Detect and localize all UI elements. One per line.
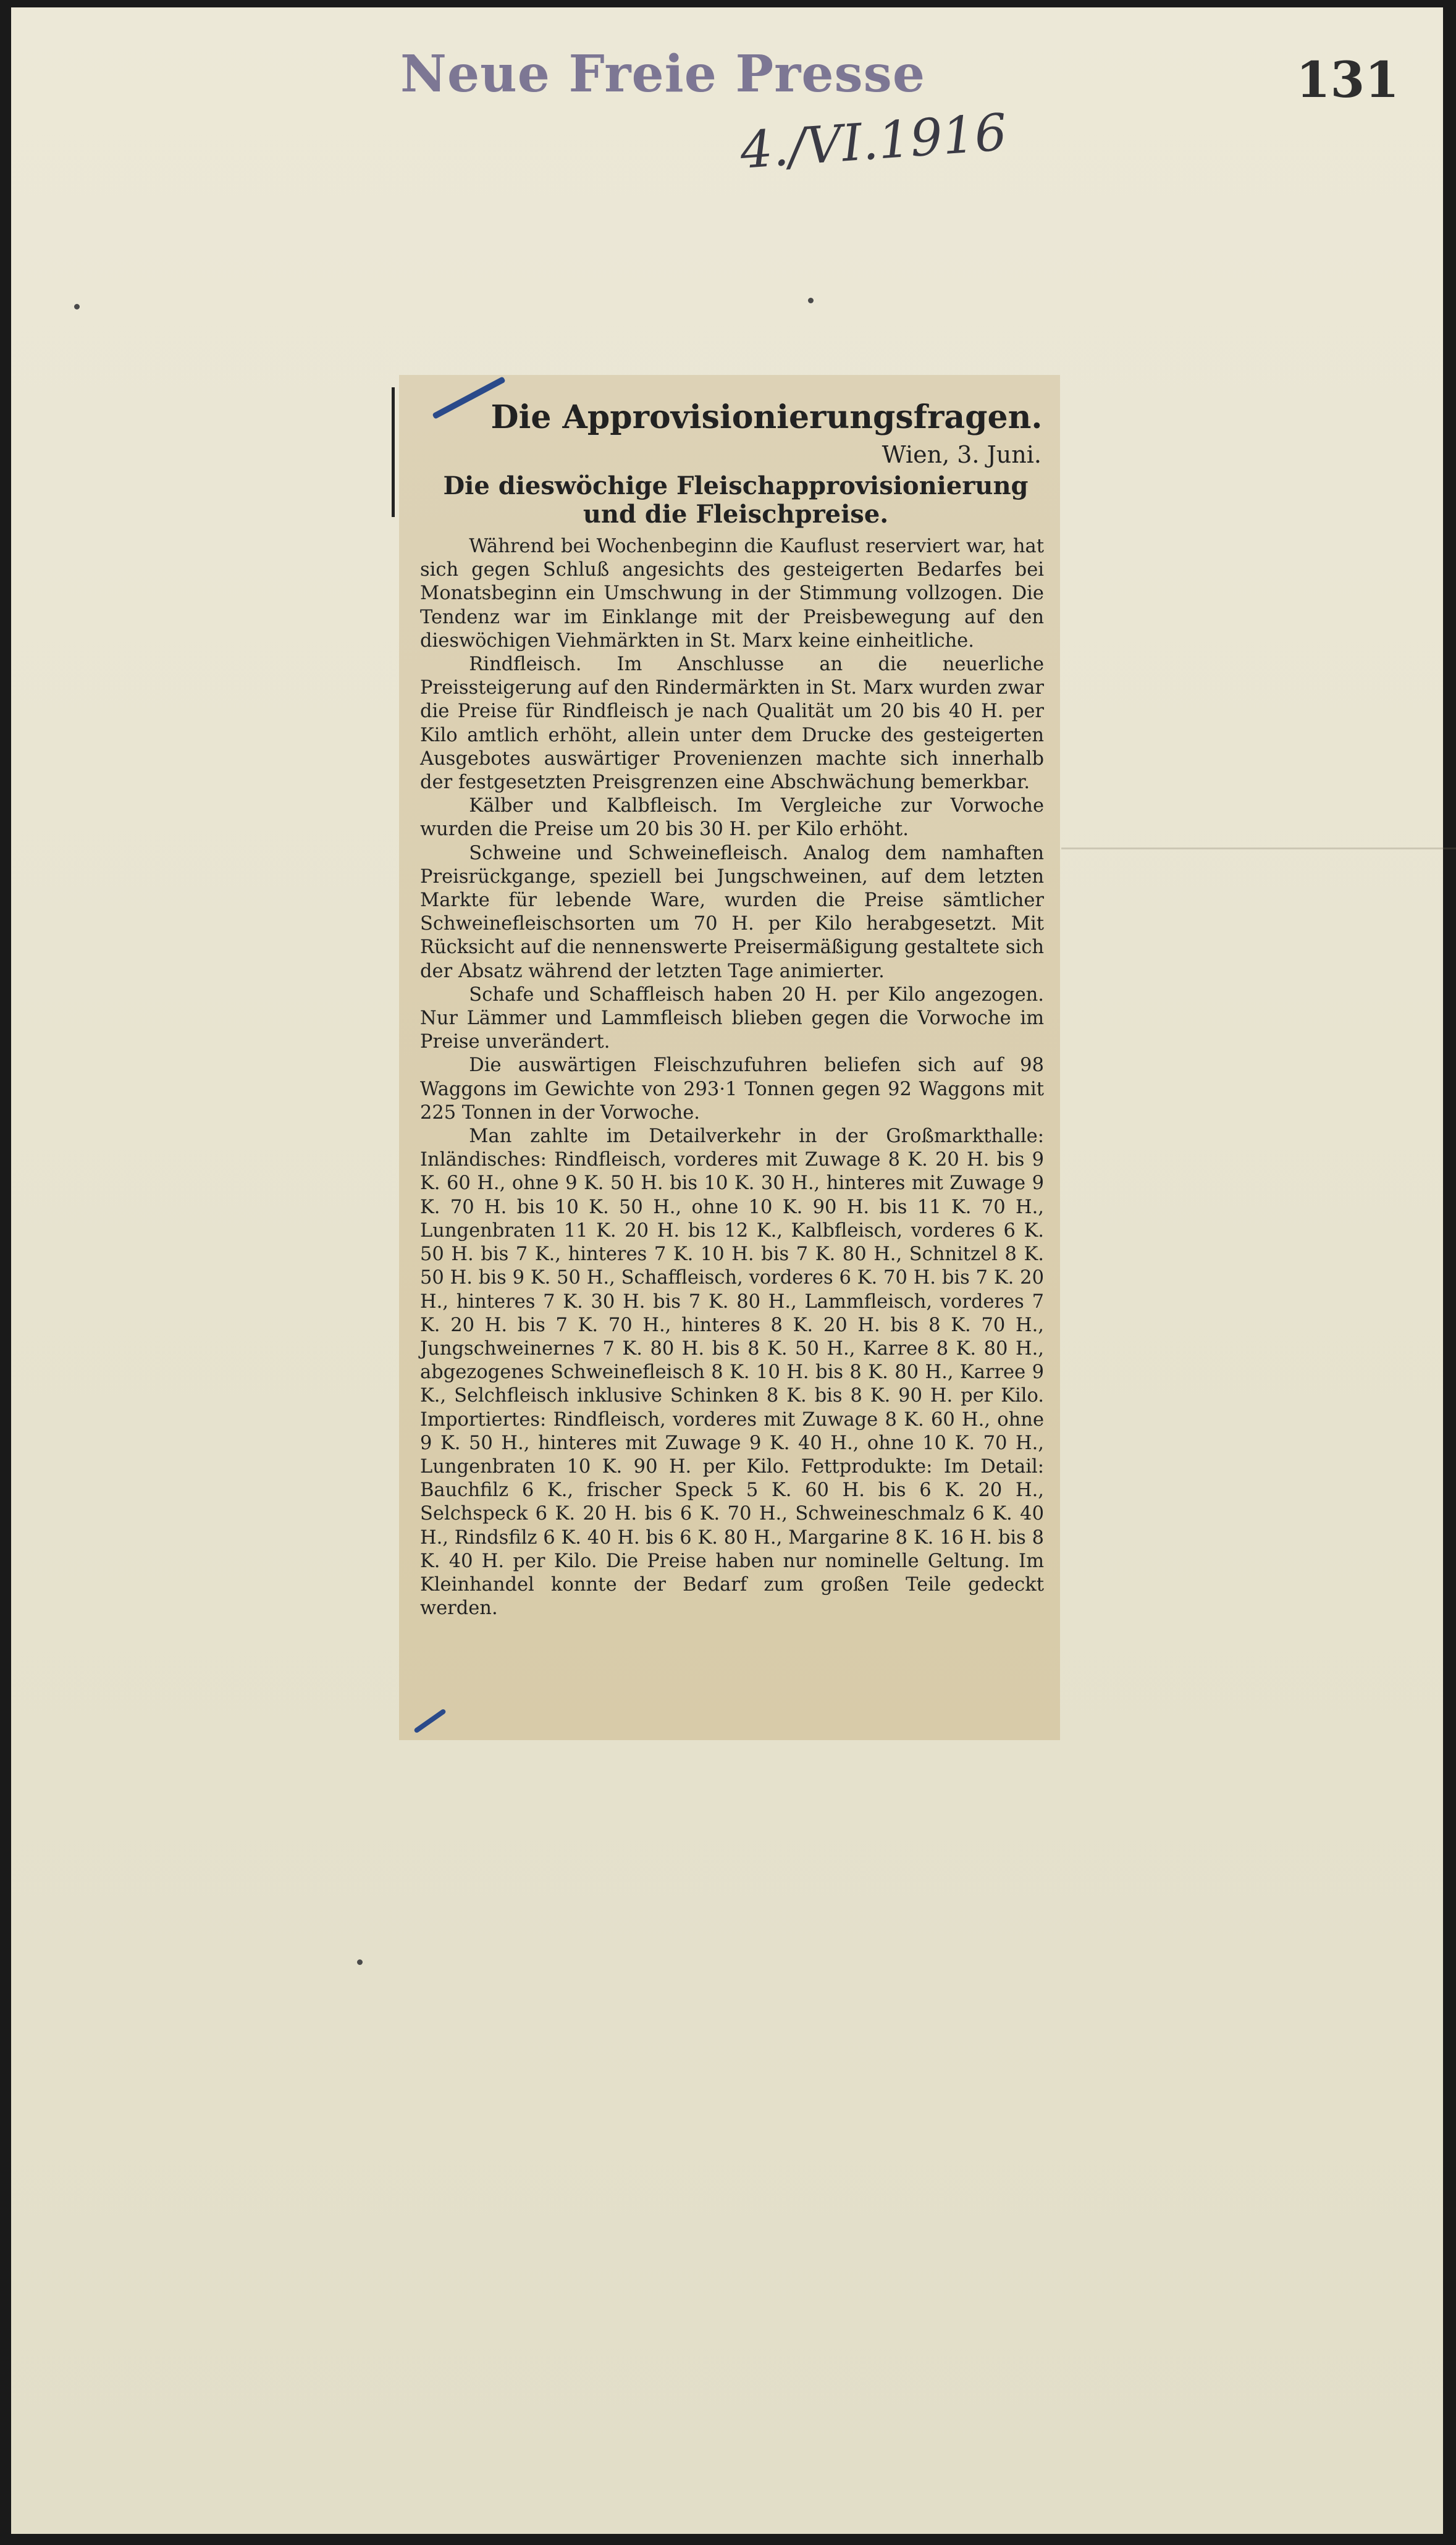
archive-sheet (11, 7, 1443, 2534)
clipping-margin-bar (392, 387, 395, 517)
article-dateline: Wien, 3. Juni. (882, 441, 1042, 468)
paragraph: Kälber und Kalbfleisch. Im Vergleiche zur Vorwoche wurden die Preise um 20 bis 30 H. per Kilo erhöht. (420, 795, 1044, 841)
article-body (420, 535, 1044, 1620)
paragraph: Man zahlte im Detailverkehr in der Großmarkthalle: Inländisches: Rindfleisch, vorderes mit Zuwage 8 K. 20 H. bis 9 K. 60 H., ohne 9 K. 50 H. bis 10 K. 30 H., hinteres mit Zuwage 9 K. 70 H. bis 10 K. 50 H., ohne 10 K. 90 H. bis 11 K. 70 H., Lungenbraten 11 K. 20 H. bis 12 K., Kalbfleisch, vorderes 6 K. 50 H. bis 7 K., hinteres 7 K. 10 H. bis 7 K. 80 H., Schnitzel 8 K. 50 H. bis 9 K. 50 H., Schaffleisch, vorderes 6 K. 70 H. bis 7 K. 20 H., hinteres 7 K. 30 H. bis 7 K. 80 H., Lammfleisch, vorderes 7 K. 20 H. bis 7 K. 70 H., hinteres 8 K. 20 H. bis 8 K. 70 H., Jungschweinernes 7 K. 80 H. bis 8 K. 50 H., Karree 8 K. 80 H., abgezogenes Schweinefleisch 8 K. 10 H. bis 8 K. 80 H., Karree 9 K., Selchfleisch inklusive Schinken 8 K. bis 8 K. 90 H. per Kilo. Importiertes: Rindfleisch, vorderes mit Zuwage 8 K. 60 H., ohne 9 K. 50 H., hinteres mit Zuwage 9 K. 40 H., ohne 10 K. 70 H., Lungenbraten 10 K. 90 H. per Kilo. Fettprodukte: Im Detail: Bauchfilz 6 K., frischer Speck 5 K. 60 H. bis 6 K. 20 H., Selchspeck 6 K. 20 H. bis 6 K. 70 H., Schweineschmalz 6 K. 40 H., Rindsfilz 6 K. 40 H. bis 6 K. 80 H., Margarine 8 K. 16 H. bis 8 K. 40 H. per Kilo. Die Preise haben nur nominelle Geltung. Im Kleinhandel konnte der Bedarf zum großen Teile gedeckt werden. (420, 1125, 1044, 1620)
paragraph: Die auswärtigen Fleischzufuhren beliefen sich auf 98 Waggons im Gewichte von 293·1 Tonnen gegen 92 Waggons mit 225 Tonnen in der Vorwoche. (420, 1054, 1044, 1124)
newspaper-stamp: Neue Freie Presse (400, 44, 926, 104)
handwritten-date: 4./VI.1916 (738, 103, 1009, 180)
paper-speck (74, 304, 80, 309)
paper-speck (808, 298, 814, 303)
pen-mark-icon (413, 1709, 447, 1734)
paragraph: Schweine und Schweinefleisch. Analog dem namhaften Preisrückgange, speziell bei Jungschweinen, auf dem letzten Markte für lebende Ware, wurden die Preise sämtlicher Schweinefleischsorten um 70 H. per Kilo herabgesetzt. Mit Rücksicht auf die nennenswerte Preisermäßigung gestaltete sich der Absatz während der letzten Tage animierter. (420, 842, 1044, 982)
paragraph: Rindfleisch. Im Anschlusse an die neuerliche Preissteigerung auf den Rindermärkten in St. Marx wurden zwar die Preise für Rindfleisch je nach Qualität um 20 bis 40 H. per Kilo amtlich erhöht, allein unter dem Drucke des gesteigerten Ausgebotes auswärtiger Provenienzen machte sich innerhalb der festgesetzten Preisgrenzen eine Abschwächung bemerkbar. (420, 654, 1044, 794)
newspaper-clipping (399, 375, 1060, 1740)
page-number: 131 (1296, 51, 1399, 109)
paragraph: Während bei Wochenbeginn die Kauflust reserviert war, hat sich gegen Schluß angesichts des gesteigerten Bedarfes bei Monatsbeginn ein Umschwung in der Stimmung vollzogen. Die Tendenz war im Einklange mit der Preisbewegung auf den dieswöchigen Viehmärkten in St. Marx keine einheitliche. (420, 536, 1044, 652)
article-subheadline: Die dieswöchige Fleischapprovisionierung und die Fleischpreise. (443, 471, 1029, 529)
paragraph: Schafe und Schaffleisch haben 20 H. per Kilo angezogen. Nur Lämmer und Lammfleisch blieben gegen die Vorwoche im Preise unverändert. (420, 983, 1044, 1053)
paper-speck (357, 1959, 363, 1965)
article-headline: Die Approvisionierungsfragen. (490, 398, 1043, 436)
paper-fold-line (1061, 848, 1456, 849)
